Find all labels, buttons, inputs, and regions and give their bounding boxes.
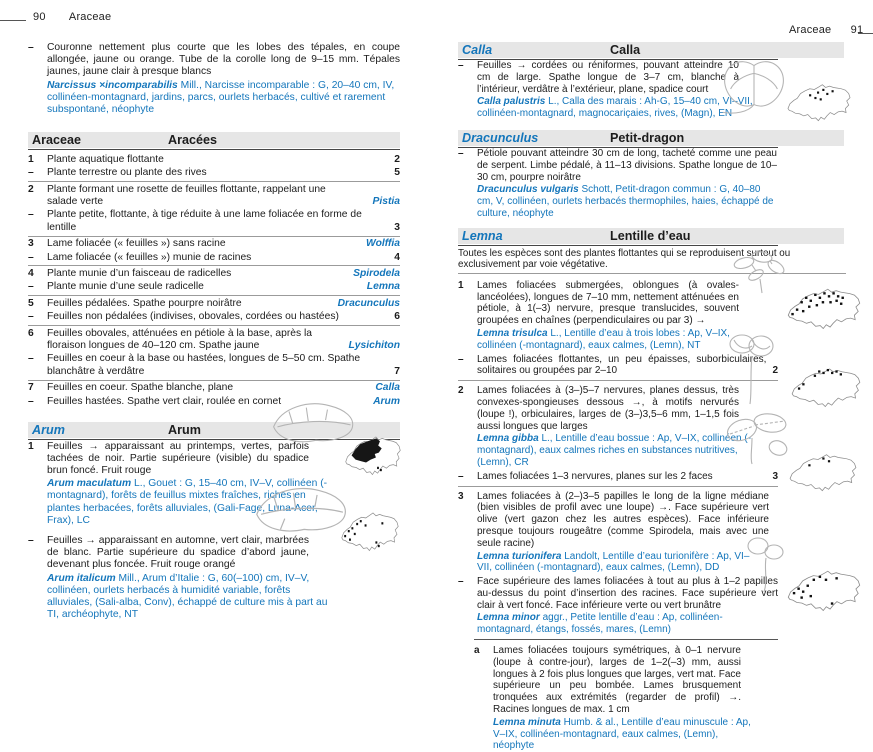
key-lead-text: Plante munie d’un faisceau de radicelles [47, 267, 232, 279]
narcissus-couplet [28, 42, 400, 116]
key-target-genus: Lemna [366, 281, 400, 293]
key-target: 4 [394, 251, 400, 263]
key-step-number: 1 [458, 279, 464, 291]
key-target: 5 [394, 167, 400, 179]
key-couplet [28, 236, 400, 266]
dracunculus-section-header [458, 130, 844, 146]
key-row [28, 382, 400, 395]
key-step-number: – [28, 167, 34, 179]
key-couplet [458, 486, 778, 640]
left-corner-rule [0, 20, 26, 21]
genus-common-name: Arum [168, 422, 201, 437]
couplet-marker: – [28, 42, 34, 53]
family-latin-name: Araceae [32, 133, 82, 148]
key-step-number: 7 [28, 382, 34, 394]
species-details: aggr., Petite lentille d’eau : Ap, collinéen-montagnard, étangs, fossés, mares, (Lemn) [477, 612, 723, 636]
key-step-number: – [458, 353, 464, 365]
key-step-number: – [28, 311, 34, 323]
key-row [458, 148, 846, 183]
key-lead-text: Lames foliacées flottantes, un peu épaisses, suborbiculaires, solitaires ou groupées par 2–10 [477, 353, 767, 377]
key-step-number: 4 [28, 267, 34, 279]
key-lead-text: Feuilles → apparaissant au printemps, vertes, parfois tachées de noir. Partie supérieure (visible) du spadice brun foncé. Fruit rouge [47, 440, 309, 476]
key-lead-text: Feuilles obovales, atténuées en pétiole à la base, après la floraison longues de 40–120 cm. Spathe jaune [47, 327, 313, 351]
species-latin-name: Calla palustris [477, 96, 546, 108]
key-step-number: – [28, 281, 34, 293]
right-page [458, 36, 846, 752]
couplet-text: Couronne nettement plus courte que les lobes des tépales, en coupe allongée, jaune ou orange. Tube de la corolle long de 9–15 mm. Tépales jaunes, jaune clair à presque blancs [47, 42, 400, 78]
genus-common-name: Lentille d’eau [610, 228, 691, 243]
genus-latin-name: Dracunculus [462, 130, 539, 145]
species-latin-name: Lemna turionifera [477, 550, 562, 562]
key-sub-couplet [474, 639, 778, 752]
key-row [458, 471, 778, 483]
key-target-genus: Arum [373, 395, 400, 407]
key-step-number: – [458, 470, 464, 482]
species-entry [477, 612, 778, 636]
key-row [28, 251, 400, 264]
key-step-number: – [458, 147, 464, 159]
key-target-genus: Spirodela [353, 267, 400, 279]
key-row [28, 281, 400, 294]
key-target-genus: Wolffia [366, 238, 400, 250]
species-latin-name: Lemna gibba [477, 433, 539, 445]
genus-latin-name: Lemna [462, 228, 503, 243]
key-step-number: – [28, 209, 34, 221]
species-details: Schott, Petit-dragon commun : G, 40–80 cm, V, collinéen, ourlets herbacés thermophiles, haies, échappé de culture, néophyte [477, 184, 774, 219]
family-french-name: Aracées [168, 133, 218, 148]
key-row [28, 311, 400, 324]
key-lead-text: Feuilles → apparaissant en automne, vert clair, marbrées de blanc. Partie supérieure du spadice d’abord jaune, devenant plus foncée. Fruit rouge orangé [47, 534, 309, 571]
species-entry [47, 573, 328, 622]
lemna-trisulca-illustration [726, 246, 790, 298]
key-step-number: – [28, 534, 34, 546]
key-lead-text: Lames foliacées submergées, oblongues (à ovales-lancéolées), longues de 7–10 mm, nettement atténuées en pétiole, à 1(–3) nervure, presque translucides, souvent groupées en chaînes (perpendiculaires ou par 3) → [477, 279, 739, 327]
key-target-genus: Calla [375, 382, 400, 394]
key-row [28, 209, 400, 235]
key-row [28, 297, 400, 310]
key-couplet [28, 325, 400, 380]
calla-palustris-leaf-illustration [715, 55, 793, 121]
lemna-minuta-illustration [742, 534, 788, 594]
key-step-number: – [28, 251, 34, 263]
key-step-number: 3 [458, 490, 464, 502]
key-couplet [28, 265, 400, 295]
left-running-head [33, 11, 111, 23]
left-running-title: Araceae [68, 11, 112, 23]
key-step-number: 1 [28, 440, 34, 452]
key-lead-text: Lames foliacées à (3–)5–7 nervures, planes dessus, très convexes-spongieuses dessous →, à motifs nervurés (loupe !), orbiculaires, larges de (3–)3,5–6 mm, 1–1,5 fois aussi longues que larges [477, 385, 739, 432]
genus-latin-name: Arum [32, 422, 65, 437]
key-row [474, 645, 778, 716]
key-step-number: – [458, 60, 464, 71]
species-details: Mill., Narcisse incomparable : G, 20–40 cm, IV, collinéen-montagnard, jardins, parcs, ourlets herbacés, cultivé et rarement subspontané, néophyte [47, 79, 395, 116]
species-entry [477, 551, 763, 575]
species-entry [477, 184, 777, 219]
key-row [28, 153, 400, 166]
key-row [28, 167, 400, 180]
key-row [458, 576, 778, 611]
species-details: L., Calla des marais : Ah-G, 15–40 cm, VI–VII, collinéen-montagnard, magnocariçaies, rives, (Magn), EN [477, 96, 753, 120]
species-details: L., Lentille d’eau bossue : Ap, V–IX, collinéen (-montagnard), eaux calmes riches en substances nutritives, (Lemn), CR [477, 433, 752, 468]
arum-maculatum-distribution-map [344, 432, 402, 476]
genus-common-name: Calla [610, 43, 641, 57]
lemna-section-header [458, 228, 844, 244]
species-latin-name: Arum maculatum [47, 478, 132, 490]
key-step-number: 6 [28, 327, 34, 339]
key-couplet [28, 152, 400, 181]
key-lead-text: Lames foliacées toujours symétriques, à 0–1 nervure (loupe à contre-jour), larges de 1–2(–3) mm, aussi longues à 2 fois plus longues que larges, vert mat. Face supérieure un peu bombée. Lames brusquement tronquées aux extrémités (regarder de profil) →. Racines longues de max. 1 cm [493, 645, 741, 716]
species-latin-name: Arum italicum [47, 572, 116, 584]
key-lead-text: Lame foliacée (« feuilles ») munie de racines [47, 251, 252, 263]
key-lead-text: Plante terrestre ou plante des rives [47, 167, 207, 179]
species-details: L., Lentille d’eau à trois lobes : Ap, V–IX, collinéen (-montagnard), eaux calmes, (Lemn), NT [477, 327, 730, 351]
key-target: 6 [394, 311, 400, 323]
key-couplet [28, 181, 400, 236]
genus-common-name: Petit-dragon [610, 130, 685, 145]
species-entry [477, 433, 763, 468]
species-latin-name: Dracunculus vulgaris [477, 184, 579, 196]
calla-palustris-distribution-map [786, 80, 852, 122]
key-lead-text: Feuilles pédalées. Spathe pourpre noirâtre [47, 297, 242, 309]
key-lead-text: Feuilles non pédalées (indivises, obovales, cordées ou hastées) [47, 311, 339, 323]
key-row [458, 491, 778, 550]
left-page-number: 90 [33, 11, 46, 23]
key-step-number: – [458, 576, 464, 588]
species-latin-name: Lemna minuta [493, 716, 561, 728]
species-entry [477, 328, 763, 352]
key-row [28, 183, 400, 209]
key-target: 3 [772, 470, 778, 482]
key-lead-text: Feuilles → cordées ou réniformes, pouvant atteindre 10 cm de large. Spathe longue de 3–7 cm, blanche à l’intérieur, verdâtre à l’extérieur, plane, spadice court [477, 60, 739, 95]
species-details: Landolt, Lentille d’eau turionifère : Ap, VI–VII, collinéen (-montagnard), eaux calmes, (Lemn), DD [477, 550, 750, 574]
key-lead-text: Feuilles en coeur. Spathe blanche, plane [47, 382, 234, 394]
lemna-turionifera-illustration [722, 410, 792, 466]
key-target: 3 [394, 221, 400, 233]
key-lead-text: Lame foliacée (« feuilles ») sans racine [47, 238, 226, 250]
key-step-number: 3 [28, 238, 34, 250]
family-key-header [28, 132, 400, 148]
key-step-number: 1 [28, 153, 34, 165]
key-couplet [28, 295, 400, 325]
key-step-letter: a [474, 645, 480, 657]
species-details: Mill., Arum d’Italie : G, 60(–100) cm, IV–V, collinéen, ourlets herbacés à humidité variable, forêts alluviales, (Sali-alba, Conv), échappé de culture mis à part au TI, archéophyte, NT [47, 572, 328, 621]
key-target: 7 [394, 365, 400, 377]
lemna-section-note: Toutes les espèces sont des plantes flottantes qui se reproduisent surtout ou exclusivement par voie végétative. [458, 247, 791, 270]
key-target: 2 [772, 365, 778, 377]
key-step-number: 5 [28, 297, 34, 309]
right-running-title: Araceae [789, 24, 832, 36]
lemna-gibba-illustration [728, 332, 774, 408]
lemna-turionifera-distribution-map [788, 450, 858, 492]
key-lead-text: Lames foliacées à (2–)3–5 papilles le long de la ligne médiane (bien visibles de profil avec une loupe) →. Face supérieure vert olive (vert gazon chez les autres espèces). Face inférieure presque toujours rougeâtre (comme Spirodela, mais avec une seule racine) [477, 490, 769, 549]
key-lead-text: Feuilles en coeur à la base ou hastées, longues de 5–50 cm. Spathe blanchâtre à verdâtre [47, 353, 361, 377]
lemna-trisulca-distribution-map [786, 284, 862, 330]
arum-italicum-distribution-map [340, 508, 400, 552]
key-lead-text: Plante munie d’une seule radicelle [47, 281, 204, 293]
key-step-number: 2 [458, 385, 464, 397]
key-lead-text: Feuilles hastées. Spathe vert clair, roulée en cornet [47, 395, 282, 407]
key-lead-text: Lames foliacées 1–3 nervures, planes sur les 2 faces [477, 470, 713, 482]
species-latin-name: Lemna trisulca [477, 327, 548, 339]
right-corner-rule [858, 33, 873, 34]
key-target-genus: Dracunculus [337, 297, 400, 309]
key-lead-text: Plante formant une rosette de feuilles flottante, rappelant une salade verte [47, 183, 326, 207]
key-lead-text: Plante petite, flottante, à tige réduite à une lame foliacée en forme de lentille [47, 209, 362, 233]
key-lead-text: Pétiole pouvant atteindre 30 cm de long, tacheté comme une peau de serpent. Limbe pédalé, à 11–13 divisions. Spathe longue de 10–30 cm, pourpre noirâtre [477, 147, 777, 183]
species-entry [47, 80, 400, 117]
key-lead-text: Plante aquatique flottante [47, 153, 164, 165]
dracunculus-genus-section [458, 130, 846, 220]
family-key [28, 132, 400, 409]
key-step-number: 2 [28, 183, 34, 195]
key-step-number: – [28, 395, 34, 407]
key-target-genus: Pistia [372, 195, 400, 207]
family-key-rows [28, 152, 400, 409]
key-row [28, 238, 400, 251]
right-running-head [789, 24, 863, 36]
species-latin-name: Narcissus ×incomparabilis [47, 79, 178, 91]
lemna-minuta-distribution-map [786, 566, 862, 612]
key-lead-text: Face supérieure des lames foliacées à tout au plus à 1–2 papilles au-dessus du point d’insertion des racines. Face supérieure vert clair à vert foncé. Face inférieure verte ou vert brunâtre [477, 576, 778, 611]
species-entry [493, 717, 761, 752]
lemna-gibba-distribution-map [790, 364, 862, 408]
species-latin-name: Lemna minor [477, 612, 540, 624]
key-row [28, 327, 400, 353]
species-details: L., Gouet : G, 15–40 cm, IV–V, collinéen (-montagnard), forêts de feuillus mixtes fraîches, riches en plantes herbacées, forêts alluviales, (Gali-Fage, Luna-Acer, Frax), LC [47, 478, 328, 526]
key-row [28, 267, 400, 280]
key-step-number: – [28, 353, 34, 365]
species-details: Humb. & al., Lentille d’eau minuscule : Ap, V–IX, collinéen-montagnard, eaux calmes, (Lemn), néophyte [493, 716, 751, 752]
arum-italicum-leaf-illustration [252, 482, 352, 538]
key-target-genus: Lysichiton [348, 340, 400, 351]
genus-latin-name: Calla [462, 43, 493, 57]
right-page-number: 91 [850, 24, 864, 36]
key-row [28, 353, 400, 379]
key-target: 2 [394, 153, 400, 165]
